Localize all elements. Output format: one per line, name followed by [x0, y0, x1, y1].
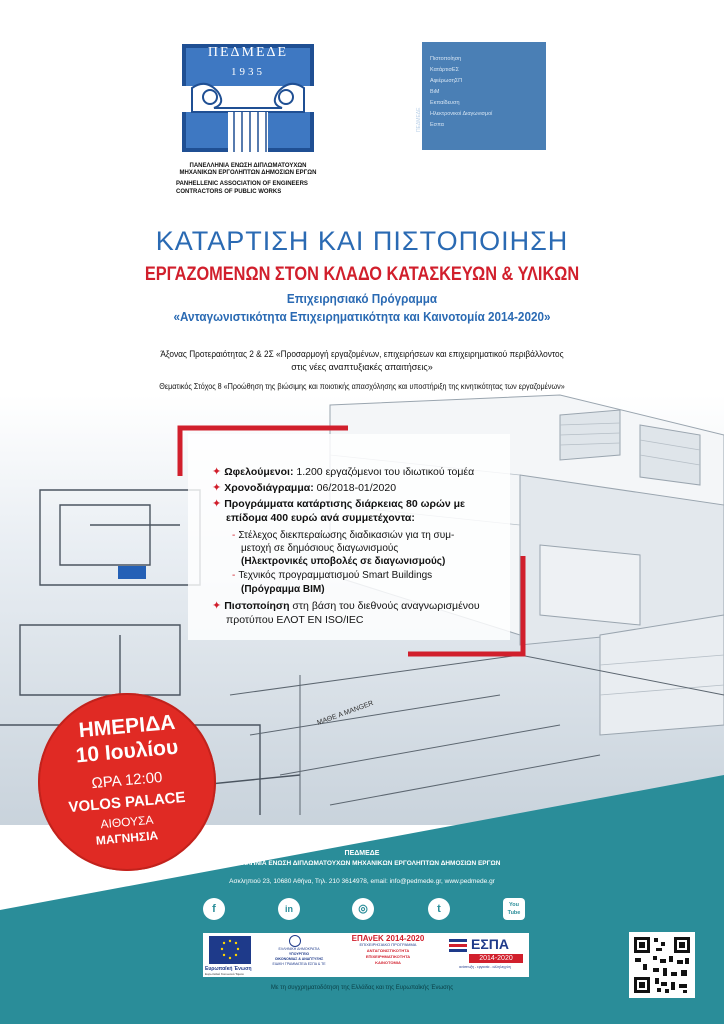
youtube-icon[interactable]: You Tube [503, 898, 525, 920]
program-title: Επιχειρησιακό Πρόγραμμα [286, 291, 438, 306]
footer-org-full: ΠΑΝΕΛΛΗΝΙΑ ΕΝΩΣΗ ΔΙΠΛΩΜΑΤΟΥΧΩΝ ΜΗΧΑΝΙΚΩΝ ΕΡΓΟΛΗΠΤΩΝ ΔΗΜΟΣΙΩΝ ΕΡΓΩΝ [223, 860, 501, 867]
assoc-gr-line2: ΜΗΧΑΝΙΚΩΝ ΕΡΓΟΛΗΠΤΩΝ ΔΗΜΟΣΙΩΝ ΕΡΓΩΝ [179, 170, 317, 176]
star-icon: ✦ [212, 498, 222, 510]
priority-axis-line1: Άξονας Προτεραιότητας 2 & 2Σ «Προσαρμογή εργαζομένων, επιχειρήσεων και επιχειρηματικού περιβάλλοντος [160, 349, 564, 359]
footer-org: ΠΕΔΜΕΔΕ [344, 850, 380, 857]
wordcloud-side: ΠΕΔΜΕΔΕ [416, 107, 422, 132]
star-icon: ✦ [212, 482, 222, 494]
wordcloud-line: Εκπαίδευση [430, 100, 460, 106]
sub-item-tender-officer: - Στέλεχος διεκπεραίωσης διαδικασιών για τη συμ- [232, 530, 455, 541]
twitter-icon[interactable]: t [428, 898, 450, 920]
program-name: «Ανταγωνιστικότητα Επιχειρηματικότητα και Καινοτομία 2014-2020» [173, 309, 551, 324]
sub-item-tender-officer-line3: (Ηλεκτρονικές υποβολές σε διαγωνισμούς) [241, 556, 446, 567]
bullet-programs-line2: επίδομα 400 ευρώ ανά συμμετέχοντα: [226, 512, 415, 524]
ministry-text: ΕΛΛΗΝΙΚΗ ΔΗΜΟΚΡΑΤΙΑ ΥΠΟΥΡΓΕΙΟ ΟΙΚΟΝΟΜΙΑΣ & ΑΝΑΠΤΥΞΗΣ ΕΙΔΙΚΗ ΓΡΑΜΜΑΤΕΙΑ ΕΣΠΑ & ΤΕ [272, 947, 326, 966]
bullet-certification-line2: προτύπου ΕΛΟΤ ΕΝ ISO/IEC [226, 614, 364, 626]
footer-contact: Ασκληπιού 23, 10680 Αθήνα, Τηλ. 210 3614978, email: info@pedmede.gr, www.pedmede.gr [229, 878, 495, 885]
event-venue: VOLOS PALACE [67, 788, 187, 817]
logo-year: 1935 [231, 66, 265, 78]
bullet-beneficiaries: ✦ Ωφελούμενοι: 1.200 εργαζόμενοι του ιδιωτικού τομέα [212, 466, 475, 478]
epanek-logo: ΕΠΑνΕΚ 2014-2020 ΕΠΙΧΕΙΡΗΣΙΑΚΟ ΠΡΟΓΡΑΜΜΑ ΑΝΤΑΓΩΝΙΣΤΙΚΟΤΗΤΑ ΕΠΙΧΕΙΡΗΜΑΤΙΚΟΤΗΤΑ ΚΑΙΝΟΤΟΜΙΑ [351, 934, 425, 965]
linkedin-icon[interactable]: in [278, 898, 300, 920]
assoc-gr-line1: ΠΑΝΕΛΛΗΝΙΑ ΕΝΩΣΗ ΔΙΠΛΩΜΑΤΟΥΧΩΝ [189, 163, 307, 169]
instagram-icon[interactable]: ◎ [352, 898, 374, 920]
pedmede-logo [178, 42, 318, 160]
sponsor-logos [203, 933, 529, 977]
facebook-icon[interactable]: f [203, 898, 225, 920]
wordcloud-line: ΑφιέρωσηΣΠ [430, 78, 463, 84]
eu-flag-icon [209, 936, 251, 964]
bullet-programs: ✦ Προγράμματα κατάρτισης διάρκειας 80 ωρών με [212, 498, 465, 510]
training-wordcloud-logo [416, 42, 546, 150]
sub-title: ΕΡΓΑΖΟΜΕΝΩΝ ΣΤΟΝ ΚΛΑΔΟ ΚΑΤΑΣΚΕΥΩΝ & ΥΛΙΚΩΝ [144, 264, 580, 285]
event-time: ΩΡΑ 12:00 [90, 768, 164, 793]
espa-logo: ΕΣΠΑ 2014-2020 ανάπτυξη - εργασία - αλληλεγγύη [445, 936, 525, 974]
eu-sub: Ευρωπαϊκό Κοινωνικό Ταμείο [205, 972, 244, 976]
wordcloud-line: Εσπα [430, 122, 444, 128]
bullet-certification: ✦ Πιστοποίηση στη βάση του διεθνούς αναγνωρισμένου [212, 600, 480, 612]
wordcloud-line: Ηλεκτρονικοί Διαγωνισμοί [430, 111, 493, 117]
blueprint-label: ΜΑΘΕ A MANGER [316, 699, 375, 727]
assoc-en-line2: CONTRACTORS OF PUBLIC WORKS [176, 189, 282, 195]
wordcloud-line: ΚατάρτισΕΣ [430, 67, 459, 73]
cofinance-note: Με τη συγχρηματοδότηση της Ελλάδας και της Ευρωπαϊκής Ένωσης [270, 985, 454, 991]
sub-item-bim: (Πρόγραμμα BIM) [241, 584, 325, 595]
bullet-schedule: ✦ Χρονοδιάγραμμα: 06/2018-01/2020 [212, 482, 397, 494]
assoc-en-line1: PANHELLENIC ASSOCIATION OF ENGINEERS [176, 181, 308, 187]
event-title: ΗΜΕΡΙΔΑ [77, 710, 177, 743]
sub-item-tender-officer-line2: μετοχή σε δημόσιους διαγωνισμούς [241, 543, 399, 554]
event-room: ΑΙΘΟΥΣΑ [99, 812, 155, 832]
wordcloud-line: Πιστοποίηση [430, 56, 462, 62]
qr-code[interactable] [629, 932, 695, 998]
event-badge [38, 693, 216, 871]
sub-item-smart-buildings: - Τεχνικός προγραμματισμού Smart Buildings [232, 570, 433, 581]
info-panel [196, 438, 526, 650]
thematic-goal: Θεματικός Στόχος 8 «Προώθηση της βιώσιμης και ποιοτικής απασχόλησης και υποστήριξη της κινητικότητας των εργαζομένων» [159, 381, 565, 391]
event-date: 10 Ιουλίου [74, 735, 180, 768]
event-room-name: ΜΑΓΝΗΣΙΑ [95, 828, 159, 848]
wordcloud-line: ΒιΜ [430, 89, 440, 95]
priority-axis-line2: στις νέες αναπτυξιακές απαιτήσεις» [291, 362, 433, 372]
star-icon: ✦ [212, 600, 222, 612]
logo-name: ΠΕΔΜΕΔΕ [207, 45, 289, 60]
eu-label: Ευρωπαϊκή Ένωση [205, 966, 252, 972]
star-icon: ✦ [212, 466, 222, 478]
greek-emblem-icon [289, 935, 301, 947]
main-title: ΚΑΤΑΡΤΙΣΗ ΚΑΙ ΠΙΣΤΟΠΟΙΗΣΗ [155, 226, 569, 256]
plan-blue-block [118, 566, 146, 579]
